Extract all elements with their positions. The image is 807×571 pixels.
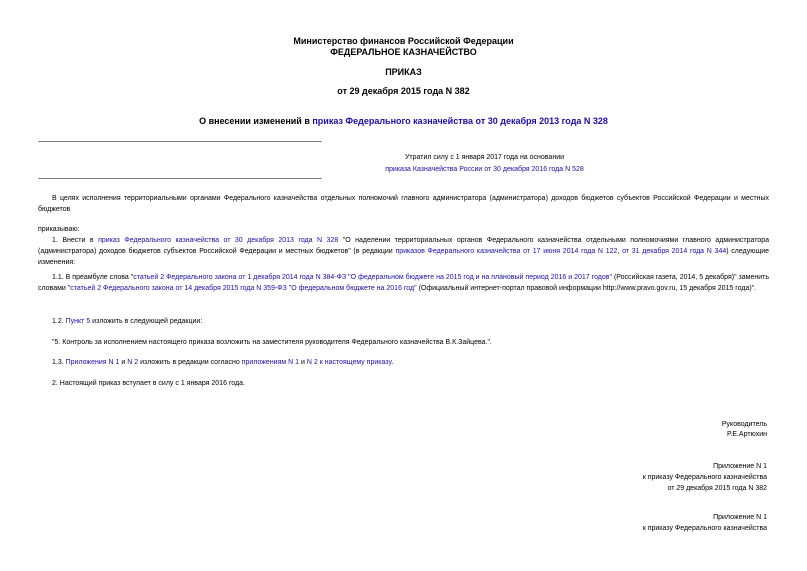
doc-type-heading: ПРИКАЗ bbox=[385, 67, 422, 77]
item-1-2-quote: "5. Контроль за исполнением настоящего приказа возложить на заместителя руководителя Федерального казначейства В.К.Зайцева.". bbox=[52, 339, 492, 346]
appendix-1-line1: к приказу Федерального казначейства bbox=[642, 474, 767, 481]
notice-link[interactable]: приказа Казначейства России от 30 декабря 2016 года N 528 bbox=[385, 166, 584, 173]
appendix-2-line1: к приказу Федерального казначейства bbox=[642, 525, 767, 532]
item-1-3-text-c: . bbox=[391, 359, 394, 366]
item-1-2-text-a: 1.2. bbox=[52, 318, 66, 325]
title-prefix: О внесении изменений в bbox=[199, 116, 313, 126]
order-word: приказываю: bbox=[38, 226, 80, 233]
item-1-2-link-point-5[interactable]: Пункт 5 bbox=[65, 318, 91, 325]
appendix-1-line2: от 29 декабря 2015 года N 382 bbox=[667, 485, 767, 492]
appendix-1-title: Приложение N 1 bbox=[713, 463, 767, 470]
item-1-3-link-appendix-1[interactable]: Приложения N 1 bbox=[65, 359, 120, 366]
item-1-text-d: ) следующие изменения: bbox=[38, 248, 770, 266]
item-1-3-text-and2: и bbox=[299, 359, 307, 366]
item-1-1-text-b: (Российская газета, 2014, 5 декабря)" заменить словами " bbox=[38, 274, 769, 292]
signature-name: Р.Е.Артюхин bbox=[727, 431, 767, 438]
item-1-1-link-law-359[interactable]: статьей 2 Федерального закона от 14 декабря 2015 года N 359-ФЗ "О федеральном бюджете на 2016 год" bbox=[70, 285, 417, 292]
preamble-paragraph: В целях исполнения территориальными органами Федерального казначейства отдельных полномочий главного администратора (администратора) доходов бюджетов субъектов Российской Федерации и местных бюджетов bbox=[38, 195, 769, 213]
item-1-1-link-law-384[interactable]: статьей 2 Федерального закона от 1 декабря 2014 года N 384-ФЗ "О федеральном бюджете на 2015 год и на плановый период 2016 и 2017 годов" bbox=[133, 274, 612, 281]
item-1-paragraph bbox=[38, 235, 769, 268]
signature-position: Руководитель bbox=[721, 421, 767, 428]
item-1-link-order-328[interactable]: приказ Федерального казначейства от 30 декабря 2013 года N 328 bbox=[98, 237, 339, 244]
item-1-3-link-appendices-1[interactable]: приложениям N 1 bbox=[241, 359, 300, 366]
item-1-text-a: 1. Внести в bbox=[52, 237, 99, 244]
divider-top bbox=[38, 141, 322, 142]
item-1-text-c: , bbox=[617, 248, 623, 255]
item-1-2-paragraph bbox=[38, 316, 769, 327]
item-1-1-paragraph bbox=[38, 272, 769, 294]
item-1-3-link-appendix-2[interactable]: N 2 bbox=[127, 359, 139, 366]
item-1-3-paragraph bbox=[38, 357, 769, 368]
appendix-2-title: Приложение N 1 bbox=[713, 514, 767, 521]
item-1-3-text-a: 1.3. bbox=[52, 359, 66, 366]
item-2-paragraph: 2. Настоящий приказ вступает в силу с 1 января 2016 года. bbox=[52, 380, 245, 387]
item-1-3-text-and: и bbox=[119, 359, 128, 366]
divider-bottom bbox=[38, 178, 322, 179]
notice-line1: Утратил силу с 1 января 2017 года на основании bbox=[404, 154, 565, 161]
item-1-3-link-appendices-2[interactable]: N 2 к настоящему приказу bbox=[306, 359, 392, 366]
document-title bbox=[0, 116, 807, 127]
item-1-link-order-344[interactable]: от 31 декабря 2014 года N 344 bbox=[622, 248, 727, 255]
date-number-heading: от 29 декабря 2015 года N 382 bbox=[337, 86, 470, 96]
item-1-1-text-a: 1.1. В преамбуле слова " bbox=[52, 274, 134, 281]
item-1-text-b: "О наделении территориальных органов Федерального казначейства отдельными полномочиями главного администратора (администратора) доходов бюджетов субъектов Российской Федерации и местных бюджетов" (в редакции bbox=[38, 237, 770, 255]
treasury-heading: ФЕДЕРАЛЬНОЕ КАЗНАЧЕЙСТВО bbox=[330, 47, 477, 57]
ministry-heading: Министерство финансов Российской Федерации bbox=[293, 36, 514, 46]
title-link[interactable]: приказ Федерального казначейства от 30 декабря 2013 года N 328 bbox=[312, 116, 608, 126]
item-1-3-text-b: изложить в редакции согласно bbox=[138, 359, 242, 366]
item-1-link-order-122[interactable]: приказов Федерального казначейства от 17 июня 2014 года N 122 bbox=[395, 248, 618, 255]
item-1-2-text-b: изложить в следующей редакции: bbox=[90, 318, 203, 325]
item-1-1-text-c: (Официальный интернет-портал правовой информации http://www.pravo.gov.ru, 15 декабря 2015 года)". bbox=[416, 285, 757, 292]
